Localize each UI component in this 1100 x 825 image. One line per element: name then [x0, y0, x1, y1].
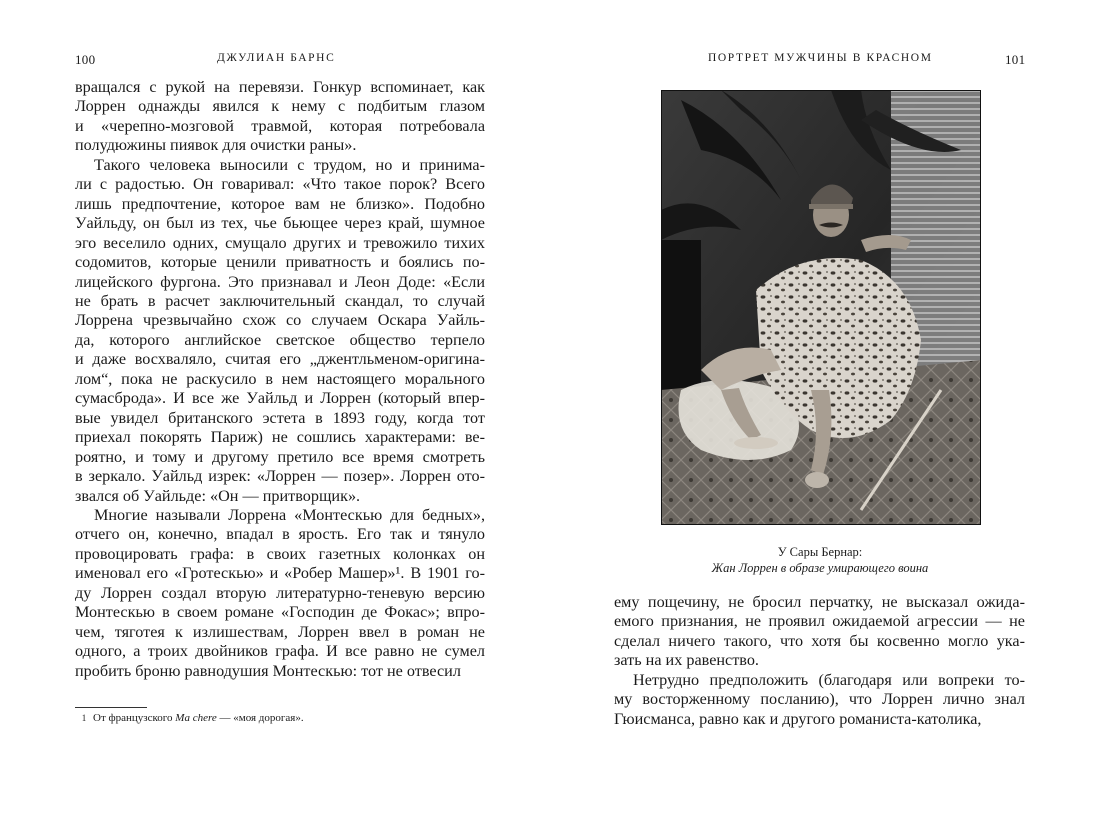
left-text-line: лишь предпочтение, которое вам не близко». Подобно	[75, 194, 485, 213]
left-text-line: сумасброда». И все же Уайльд и Лоррен (который впер-	[75, 389, 485, 408]
footnote-marker: 1	[81, 713, 87, 723]
right-body-text	[614, 593, 1025, 729]
left-text-line: и «черепно-мозговой травмой, которая потребовала	[75, 116, 485, 135]
left-text-line: вые увидел британского эстета в 1893 году, когда тот	[75, 408, 485, 427]
left-text-line: Лоррен однажды явился к нему с подбитым глазом	[75, 97, 485, 116]
left-body-text	[75, 78, 485, 681]
footnote	[75, 711, 485, 725]
photograph-image	[661, 90, 981, 525]
left-text-line: Такого человека выносили с трудом, но и принима-	[94, 155, 485, 174]
left-paragraph	[75, 156, 485, 506]
left-page-number: 100	[75, 52, 96, 67]
left-text-line: именовал его «Гротескью» и «Робер Машер»¹. В 1901 го-	[75, 564, 485, 583]
left-text-line: пробить броню равнодушия Монтескью: тот не отвесил	[75, 661, 461, 680]
left-text-line: одного, а троих двойников графа. И все равно не сумел	[75, 642, 485, 661]
right-text-line: Нетрудно предположить (благодаря или вопреки то-	[633, 670, 1025, 689]
left-text-line: в зеркало. Уайльд изрек: «Лоррен — позер». Лоррен ото-	[75, 467, 485, 486]
right-page-number: 101	[1005, 52, 1026, 67]
footnote-text-before: От французского	[93, 712, 176, 724]
left-text-line: ли с радостью. Он говаривал: «Что такое порок? Всего	[75, 175, 485, 194]
left-text-line: Монтескью в своем романе «Господин де Фокас»; впро-	[75, 603, 485, 622]
caption-line-1: У Сары Бернар:	[777, 545, 863, 559]
left-text-line: звался об Уайльде: «Он — притворщик».	[75, 486, 361, 505]
photograph	[661, 90, 981, 525]
left-text-line: не брать в расчет заключительный скандал, то случай	[75, 291, 485, 310]
left-text-line: полудюжины пиявок для очистки раны».	[75, 136, 357, 155]
right-page	[550, 0, 1100, 825]
footnote-text-after: — «моя дорогая».	[216, 712, 304, 724]
right-paragraph	[614, 671, 1025, 729]
left-text-line: Уайльду, он был из тех, чье бьющее через край, шумное	[75, 214, 485, 233]
left-text-line: лицейского фургона. Это признавал и Леон Доде: «Если	[75, 272, 485, 291]
left-text-line: провоцировать графа: в своих газетных колонках он	[75, 544, 485, 563]
left-text-line: приехал покорять Париж) не сошлись характерами: ве-	[75, 428, 485, 447]
left-text-line: отчего он, конечно, впадал в ярость. Его так и тянуло	[75, 525, 485, 544]
left-text-line: да, которого английское светское общество терпело	[75, 330, 485, 349]
right-running-head: ПОРТРЕТ МУЖЧИНЫ В КРАСНОМ	[708, 52, 933, 64]
left-running-head: ДЖУЛИАН БАРНС	[217, 52, 336, 64]
left-text-line: эго веселило одних, смущало других и тревожило тихих	[75, 233, 485, 252]
photo-caption	[610, 544, 1030, 576]
left-text-line: роятно, и тому и другому претило все время смотреть	[75, 447, 485, 466]
left-text-line: чем, тяготея к излишествам, Лоррен ввел в роман не	[75, 622, 485, 641]
right-text-line: сделал ничего такого, что хотя бы косвенно могло ука-	[614, 631, 1025, 650]
left-text-line: ду Лоррен создал вторую литературно-теневую версию	[75, 583, 485, 602]
right-paragraph	[614, 593, 1025, 671]
right-text-line: ему пощечину, не бросил перчатку, не высказал ожида-	[614, 593, 1025, 611]
left-text-line: и даже восхваляло, считая его „джентльменом-оригина-	[75, 350, 485, 369]
caption-line-2: Жан Лоррен в образе умирающего воина	[711, 561, 929, 575]
right-text-line: Гюисманса, равно как и другого романиста-католика,	[614, 709, 982, 728]
right-text-line: емого признания, не проявил ожидаемой агрессии — не	[614, 612, 1025, 631]
left-paragraph	[75, 78, 485, 156]
right-text-line: зать на их равенство.	[614, 651, 759, 670]
left-text-line: вращался с рукой на перевязи. Гонкур вспоминает, как	[75, 78, 485, 96]
left-text-line: содомитов, которые ценили приватность и боялись по-	[75, 253, 485, 272]
right-text-line: му восторженному посланию), что Лоррен лично знал	[614, 690, 1025, 709]
left-text-line: Многие называли Лоррена «Монтескью для бедных»,	[94, 505, 485, 524]
footnote-italic: Ma chere	[175, 712, 217, 724]
left-text-line: лом“, пока не раскусило в нем настоящего морального	[75, 369, 485, 388]
left-text-line: Лоррена чрезвычайно схож со случаем Оскара Уайль-	[75, 311, 485, 330]
footnote-rule	[75, 707, 147, 708]
left-paragraph	[75, 506, 485, 681]
